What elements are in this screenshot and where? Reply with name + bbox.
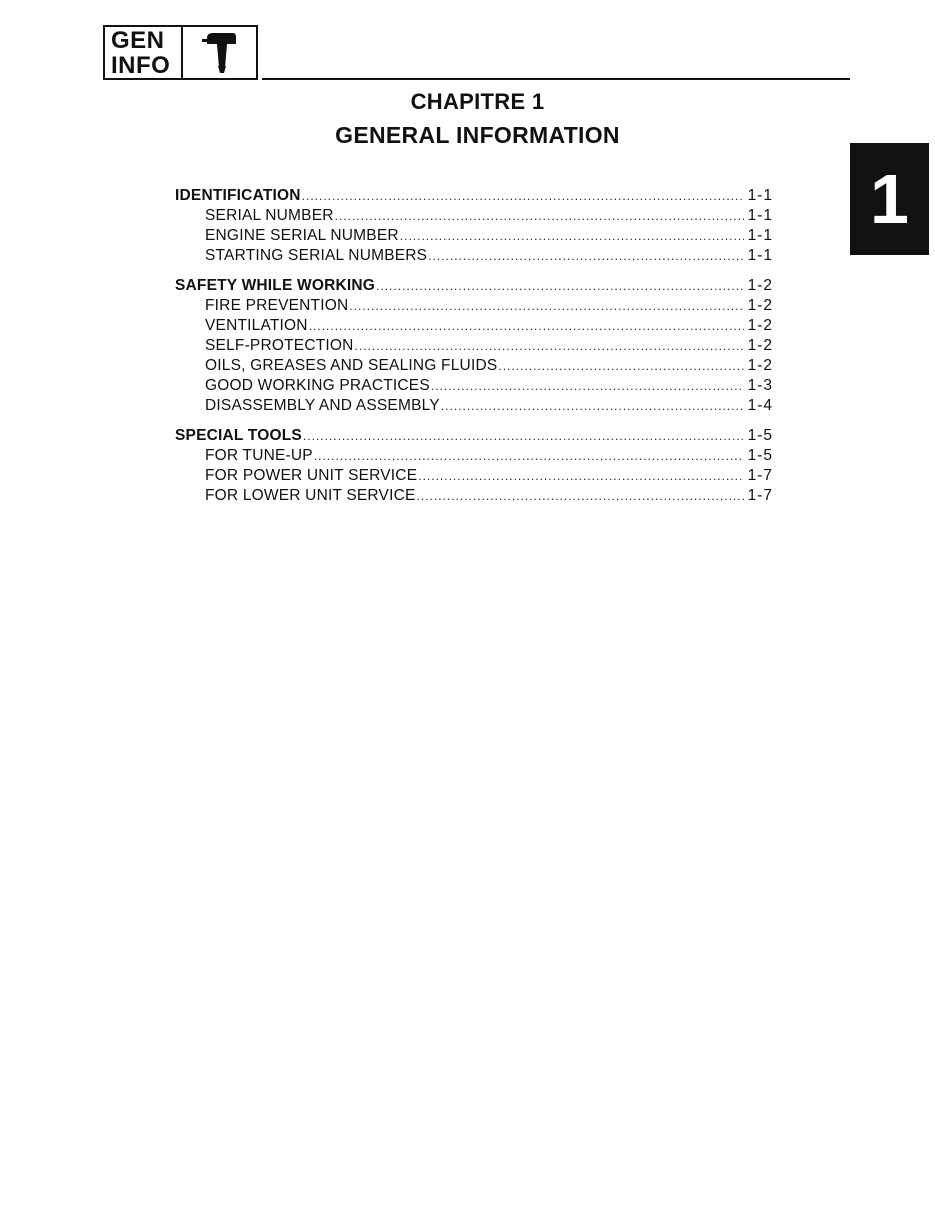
toc-entry[interactable] (175, 187, 773, 207)
toc-leader-dots (335, 209, 744, 223)
toc-section-identification (175, 187, 773, 267)
toc-subentry-page: 1-4 (747, 397, 773, 414)
toc-subentry-page: 1-2 (747, 317, 773, 334)
toc-subentry-label: STARTING SERIAL NUMBERS (205, 247, 428, 264)
toc-subentry[interactable] (175, 487, 773, 507)
toc-subentry[interactable] (175, 227, 773, 247)
toc-subentry[interactable] (175, 357, 773, 377)
toc-subentry[interactable] (175, 207, 773, 227)
toc-entry-page: 1-2 (747, 277, 773, 294)
toc-subentry-label: FOR LOWER UNIT SERVICE (205, 487, 416, 504)
badge-text-box (105, 27, 183, 78)
toc-section-safety (175, 277, 773, 417)
chapter-title: CHAPITRE 1 (410, 89, 545, 114)
toc-subentry[interactable] (175, 447, 773, 467)
toc-leader-dots (428, 249, 743, 263)
toc-subentry-page: 1-7 (747, 487, 773, 504)
badge-line-2: INFO (111, 51, 171, 79)
toc-subentry-page: 1-7 (747, 467, 773, 484)
toc-leader-dots (498, 359, 743, 373)
toc-leader-dots (376, 279, 744, 293)
toc-subentry-label: FOR POWER UNIT SERVICE (205, 467, 418, 484)
toc-subentry-page: 1-1 (747, 247, 773, 264)
chapter-tab (850, 143, 929, 255)
toc-subentry[interactable] (175, 247, 773, 267)
toc-subentry-label: SERIAL NUMBER (205, 207, 334, 224)
toc-subentry-label: GOOD WORKING PRACTICES (205, 377, 430, 394)
toc-entry-page: 1-1 (747, 187, 773, 204)
toc-subentry[interactable] (175, 317, 773, 337)
toc-subentry[interactable] (175, 377, 773, 397)
table-of-contents (175, 187, 773, 517)
chapter-subtitle: GENERAL INFORMATION (335, 122, 620, 148)
toc-entry-page: 1-5 (747, 427, 773, 444)
toc-subentry[interactable] (175, 297, 773, 317)
toc-subentry-page: 1-2 (747, 297, 773, 314)
toc-entry-label: SPECIAL TOOLS (175, 427, 302, 444)
toc-subentry-label: FIRE PREVENTION (205, 297, 349, 314)
toc-entry[interactable] (175, 427, 773, 447)
toc-subentry[interactable] (175, 467, 773, 487)
toc-leader-dots (302, 189, 744, 203)
outboard-motor-icon (183, 27, 256, 78)
toc-entry[interactable] (175, 277, 773, 297)
toc-subentry-page: 1-2 (747, 357, 773, 374)
toc-leader-dots (400, 229, 744, 243)
toc-leader-dots (441, 399, 744, 413)
section-badge (103, 25, 258, 80)
outboard-motor-icon-svg (200, 30, 240, 76)
toc-subentry-label: OILS, GREASES AND SEALING FLUIDS (205, 357, 498, 374)
toc-subentry-label: FOR TUNE-UP (205, 447, 313, 464)
chapter-tab-number: 1 (870, 160, 909, 238)
toc-subentry-label: VENTILATION (205, 317, 308, 334)
badge-line-1: GEN (111, 26, 165, 54)
toc-entry-label: IDENTIFICATION (175, 187, 301, 204)
toc-leader-dots (309, 319, 744, 333)
toc-subentry-page: 1-5 (747, 447, 773, 464)
toc-leader-dots (349, 299, 743, 313)
toc-leader-dots (303, 429, 744, 443)
toc-subentry[interactable] (175, 337, 773, 357)
toc-section-special-tools (175, 427, 773, 507)
toc-subentry-page: 1-2 (747, 337, 773, 354)
toc-subentry-page: 1-1 (747, 207, 773, 224)
toc-subentry-label: SELF-PROTECTION (205, 337, 354, 354)
toc-subentry-page: 1-1 (747, 227, 773, 244)
toc-leader-dots (314, 449, 744, 463)
toc-subentry-label: DISASSEMBLY AND ASSEMBLY (205, 397, 440, 414)
toc-leader-dots (431, 379, 744, 393)
toc-leader-dots (355, 339, 744, 353)
toc-leader-dots (417, 489, 744, 503)
toc-subentry-page: 1-3 (747, 377, 773, 394)
header-rule (262, 78, 850, 80)
toc-subentry[interactable] (175, 397, 773, 417)
toc-subentry-label: ENGINE SERIAL NUMBER (205, 227, 399, 244)
toc-entry-label: SAFETY WHILE WORKING (175, 277, 376, 294)
toc-leader-dots (418, 469, 743, 483)
